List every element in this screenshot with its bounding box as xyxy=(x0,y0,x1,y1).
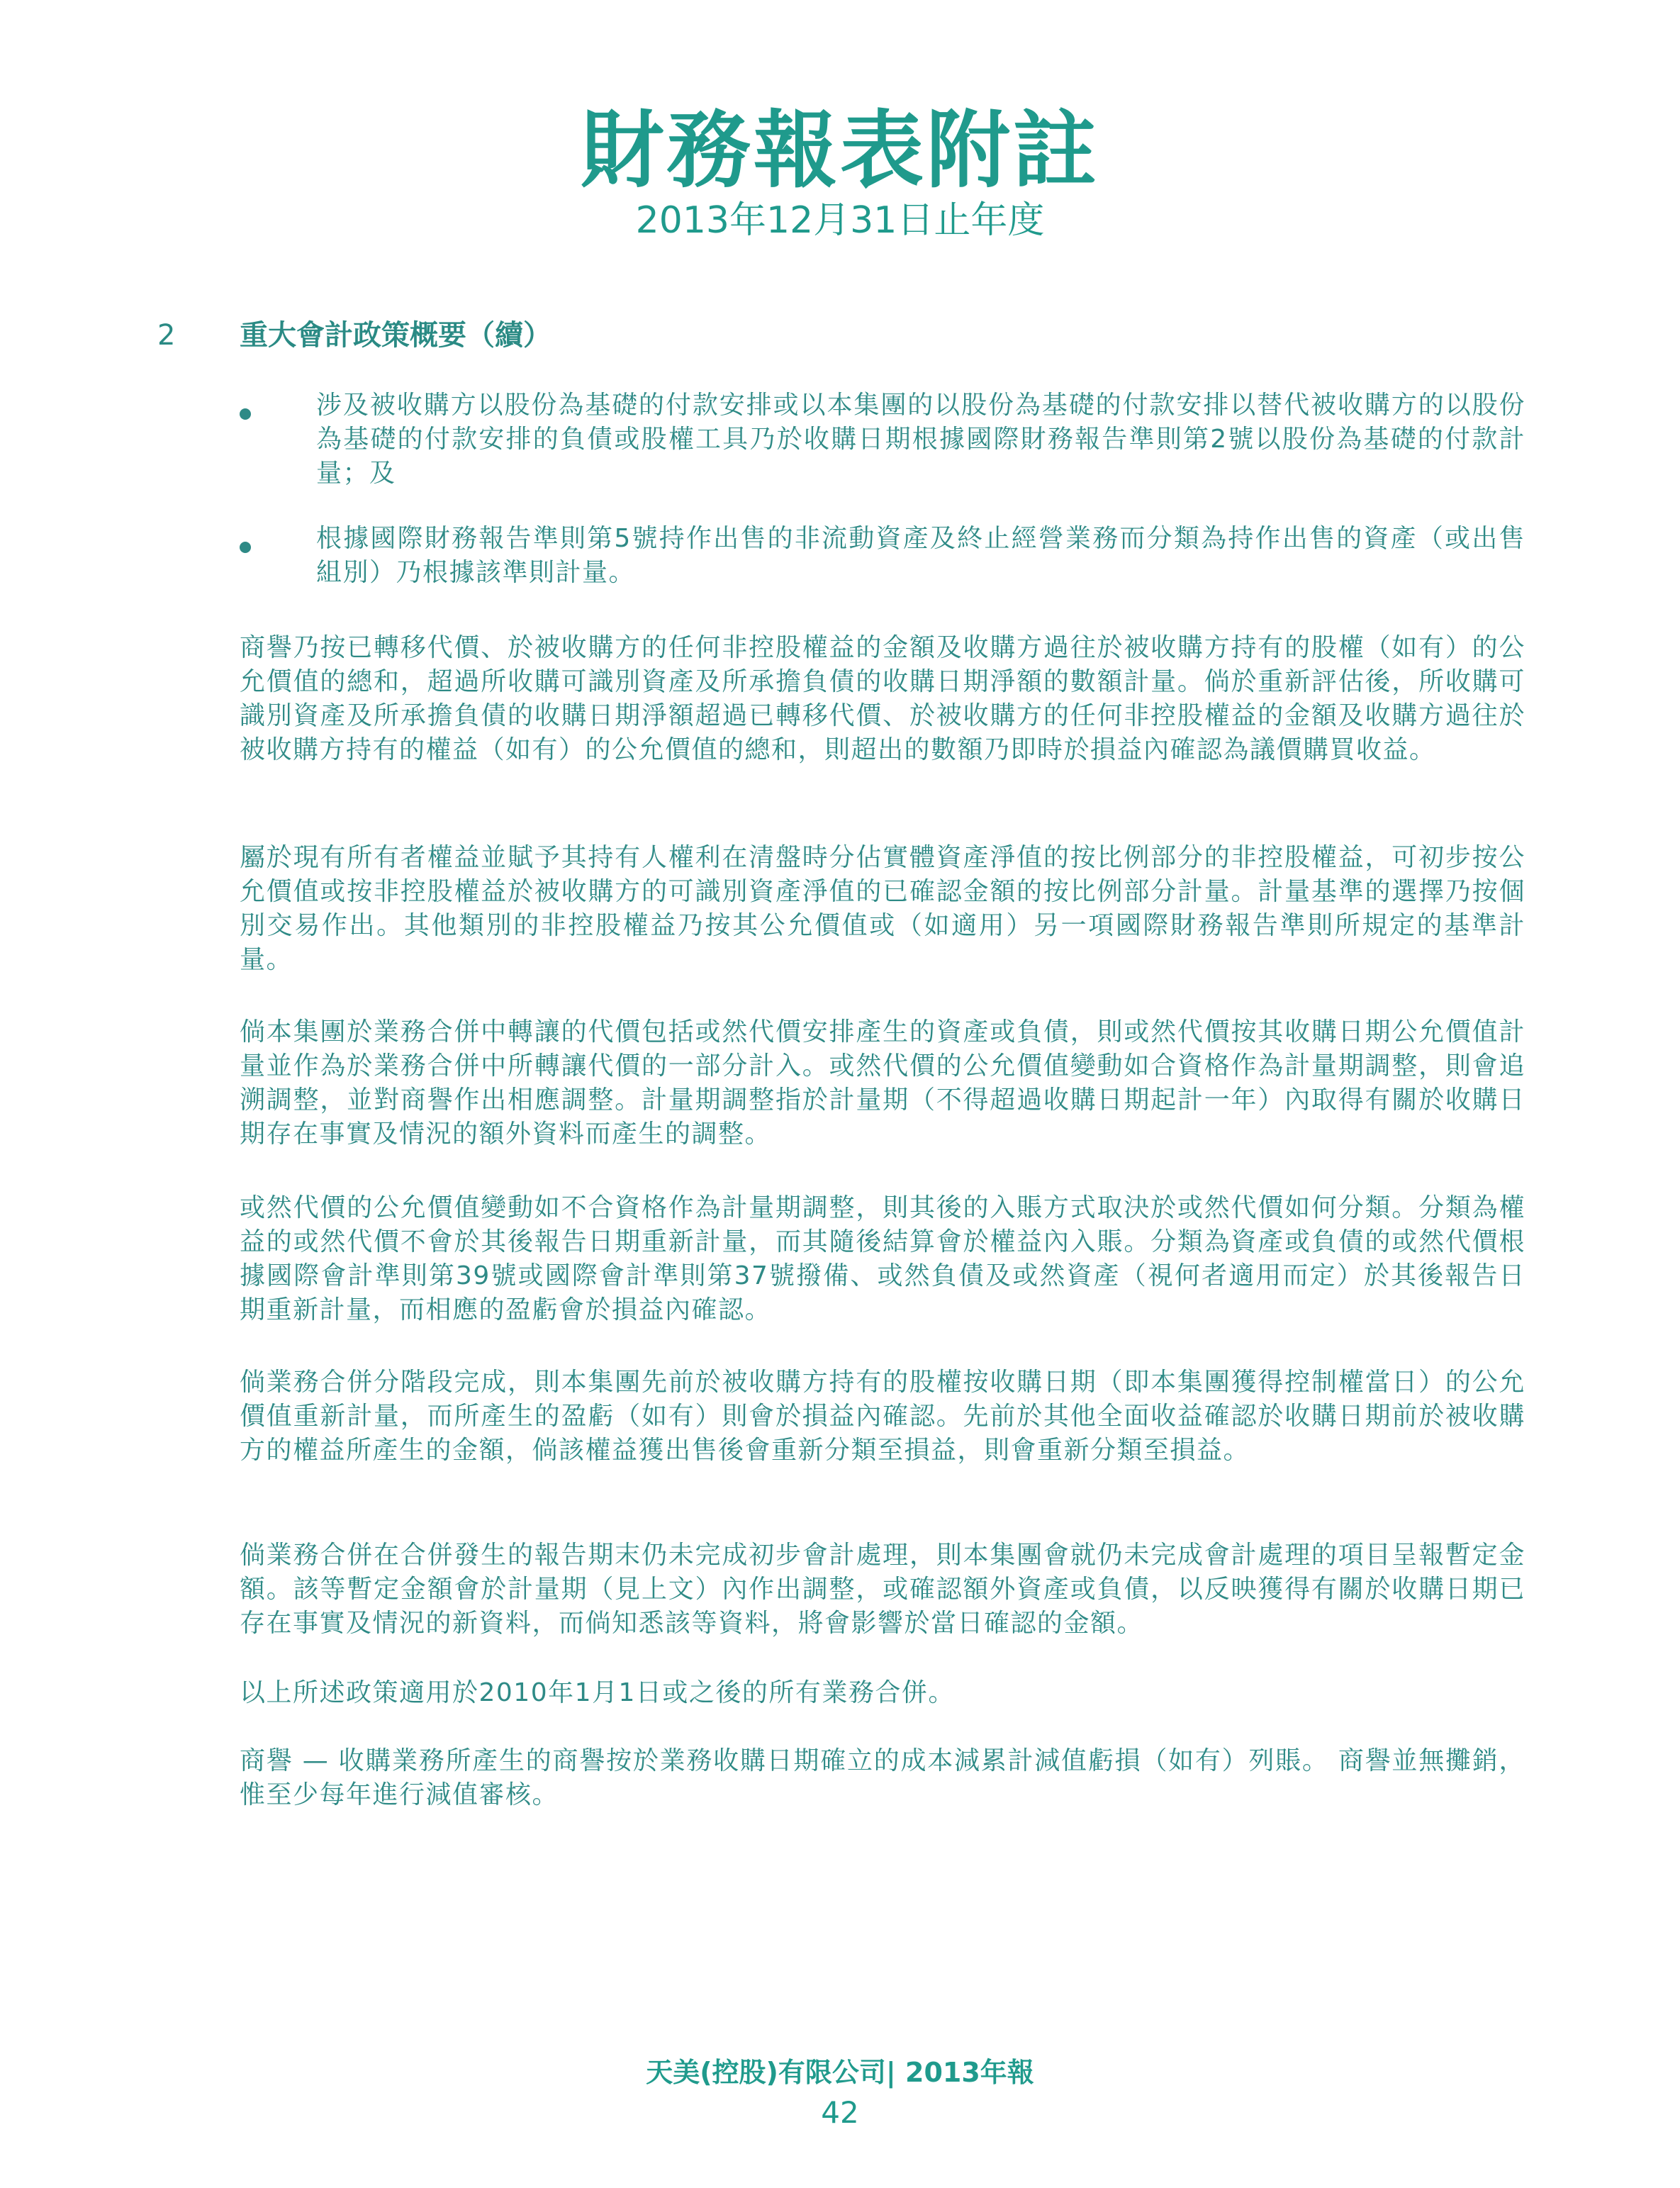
bullet-item: 根據國際財務報告準則第5號持作出售的非流動資產及終止經營業務而分類為持作出售的資產（或出售組別）乃根據該準則計量。 xyxy=(316,524,1525,587)
paragraph: 或然代價的公允價值變動如不合資格作為計量期調整，則其後的入賬方式取決於或然代價如何分類。分類為權益的或然代價不會於其後報告日期重新計量，而其隨後結算會於權益內入賬。分類為資產或負債的或然代價根據國際會計準則第39號或國際會計準則第37號撥備、或然負債及或然資產（視何者適用而定）於其後報告日期重新計量，而相應的盈虧會於損益內確認。 xyxy=(240,1193,1525,1324)
paragraph: 倘本集團於業務合併中轉讓的代價包括或然代價安排產生的資產或負債，則或然代價按其收購日期公允價值計量並作為於業務合併中所轉讓代價的一部分計入。或然代價的公允價值變動如合資格作為計量期調整，則會追溯調整，並對商譽作出相應調整。計量期調整指於計量期（不得超過收購日期起計一年）內取得有關於收購日期存在事實及情況的額外資料而產生的調整。 xyxy=(240,1017,1525,1149)
section-title: 重大會計政策概要（續） xyxy=(240,319,551,352)
page-title: 財務報表附註 xyxy=(580,101,1099,199)
bullet-dot xyxy=(240,542,251,553)
page-number: 42 xyxy=(821,2095,859,2130)
paragraph: 以上所述政策適用於2010年1月1日或之後的所有業務合併。 xyxy=(240,1678,955,1707)
paragraph: 倘業務合併在合併發生的報告期末仍未完成初步會計處理，則本集團會就仍未完成會計處理的項目呈報暫定金額。該等暫定金額會於計量期（見上文）內作出調整，或確認額外資產或負債，以反映獲得有關於收購日期已存在事實及情況的新資料，而倘知悉該等資料，將會影響於當日確認的金額。 xyxy=(240,1541,1525,1638)
bullet-item: 涉及被收購方以股份為基礎的付款安排或以本集團的以股份為基礎的付款安排以替代被收購方的以股份為基礎的付款安排的負債或股權工具乃於收購日期根據國際財務報告準則第2號以股份為基礎的付款計量；及 xyxy=(316,391,1525,488)
paragraph: 倘業務合併分階段完成，則本集團先前於被收購方持有的股權按收購日期（即本集團獲得控制權當日）的公允價值重新計量，而所產生的盈虧（如有）則會於損益內確認。先前於其他全面收益確認於收購日期前於被收購方的權益所產生的金額，倘該權益獲出售後會重新分類至損益，則會重新分類至損益。 xyxy=(240,1368,1525,1465)
footer-company: 天美(控股)有限公司| 2013年報 xyxy=(646,2057,1034,2088)
page-subtitle: 2013年12月31日止年度 xyxy=(635,199,1045,242)
paragraph: 商譽 — 收購業務所產生的商譽按於業務收購日期確立的成本減累計減值虧損（如有）列賬。 商譽並無攤銷，惟至少每年進行減值審核。 xyxy=(240,1746,1525,1809)
paragraph: 商譽乃按已轉移代價、於被收購方的任何非控股權益的金額及收購方過往於被收購方持有的股權（如有）的公允價值的總和，超過所收購可識別資產及所承擔負債的收購日期淨額的數額計量。倘於重新評估後，所收購可識別資產及所承擔負債的收購日期淨額超過已轉移代價、於被收購方的任何非控股權益的金額及收購方過往於被收購方持有的權益（如有）的公允價值的總和，則超出的數額乃即時於損益內確認為議價購買收益。 xyxy=(240,633,1525,764)
section-number: 2 xyxy=(157,319,176,352)
bullet-dot xyxy=(240,408,251,420)
paragraph: 屬於現有所有者權益並賦予其持有人權利在清盤時分佔實體資產淨值的按比例部分的非控股權益，可初步按公允價值或按非控股權益於被收購方的可識別資產淨值的已確認金額的按比例部分計量。計量基準的選擇乃按個別交易作出。其他類別的非控股權益乃按其公允價值或（如適用）另一項國際財務報告準則所規定的基準計量。 xyxy=(240,843,1525,974)
